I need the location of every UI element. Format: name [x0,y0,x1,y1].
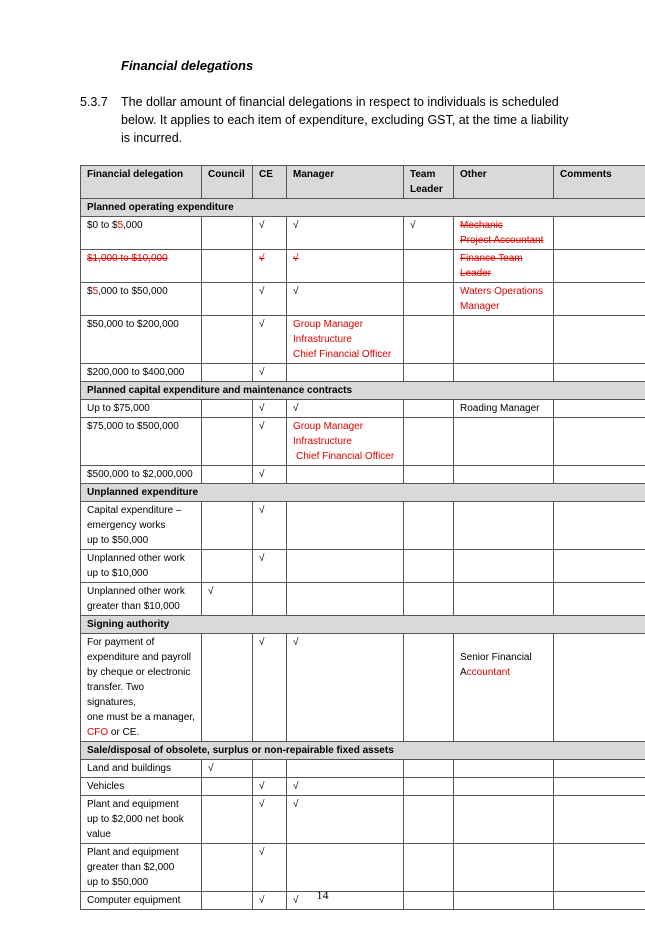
other-cell [454,316,554,364]
manager-cell [287,760,404,778]
other-cell [454,760,554,778]
table-row [81,316,645,364]
comments-cell [554,250,645,283]
ce-cell [253,583,287,616]
manager-cell: √ [287,778,404,796]
ce-cell: √ [253,283,287,316]
ce-cell: √ [253,796,287,844]
council-cell: √ [202,760,253,778]
council-cell [202,364,253,382]
table-row [81,550,645,583]
comments-cell [554,217,645,250]
table-row [81,250,645,283]
header-team-leader: Team Leader [404,166,454,199]
comments-cell [554,283,645,316]
comments-cell [554,364,645,382]
header-other: Other [454,166,554,199]
manager-cell: √ [287,796,404,844]
delegation-cell: $500,000 to $2,000,000 [81,466,202,484]
section-row [81,382,645,400]
table-row [81,400,645,418]
delegation-cell: Plant and equipment up to $2,000 net book value [81,796,202,844]
section-row [81,742,645,760]
comments-cell [554,400,645,418]
council-cell [202,418,253,466]
ce-cell: √ [253,466,287,484]
team-leader-cell [404,502,454,550]
header-council: Council [202,166,253,199]
manager-cell: √ [287,250,404,283]
comments-cell [554,418,645,466]
other-cell: Roading Manager [454,400,554,418]
manager-cell: √ [287,634,404,742]
page-number: 14 [316,888,329,902]
clause-number: 5.3.7 [80,95,108,109]
manager-cell: √ [287,400,404,418]
ce-cell: √ [253,892,287,910]
section-title-planned-capital: Planned capital expenditure and maintenance contracts [81,382,645,400]
other-cell [454,844,554,892]
manager-cell [287,502,404,550]
table-header-row [81,166,645,199]
header-manager: Manager [287,166,404,199]
team-leader-cell [404,634,454,742]
section-title-signing: Signing authority [81,616,645,634]
team-leader-cell [404,364,454,382]
council-cell [202,400,253,418]
council-cell [202,466,253,484]
delegation-cell: Vehicles [81,778,202,796]
other-cell: Mechanic Project Accountant [454,217,554,250]
header-comments: Comments [554,166,645,199]
manager-cell: √ [287,283,404,316]
comments-cell [554,502,645,550]
ce-cell: √ [253,400,287,418]
delegation-cell: $1,000 to $10,000 [81,250,202,283]
header-ce: CE [253,166,287,199]
table-row [81,364,645,382]
table-row [81,466,645,484]
delegation-cell: $75,000 to $500,000 [81,418,202,466]
other-cell [454,796,554,844]
ce-cell: √ [253,502,287,550]
clause-text: The dollar amount of financial delegations in respect to individuals is scheduled below. It applies to each item of expenditure, excluding GST, at the time a liability is incurred. [121,95,569,145]
council-cell [202,316,253,364]
council-cell [202,283,253,316]
table-row [81,844,645,892]
financial-delegations-table [80,165,645,910]
comments-cell [554,466,645,484]
manager-cell [287,583,404,616]
table-row [81,760,645,778]
delegation-cell: Up to $75,000 [81,400,202,418]
team-leader-cell: √ [404,217,454,250]
team-leader-cell [404,418,454,466]
table-row [81,796,645,844]
other-cell [454,502,554,550]
council-cell: √ [202,583,253,616]
other-cell [454,418,554,466]
comments-cell [554,844,645,892]
section-row [81,616,645,634]
council-cell [202,250,253,283]
council-cell [202,796,253,844]
comments-cell [554,796,645,844]
team-leader-cell [404,250,454,283]
council-cell [202,778,253,796]
team-leader-cell [404,550,454,583]
other-cell: Waters Operations Manager [454,283,554,316]
ce-cell: √ [253,844,287,892]
delegation-cell: Computer equipment [81,892,202,910]
comments-cell [554,583,645,616]
comments-cell [554,634,645,742]
delegation-cell: $200,000 to $400,000 [81,364,202,382]
ce-cell: √ [253,217,287,250]
team-leader-cell [404,466,454,484]
table-row [81,418,645,466]
other-cell: Finance Team Leader [454,250,554,283]
team-leader-cell [404,760,454,778]
section-heading: Financial delegations [121,58,254,73]
manager-cell [287,466,404,484]
table-row [81,583,645,616]
team-leader-cell [404,796,454,844]
comments-cell [554,316,645,364]
other-cell [454,550,554,583]
header-financial-delegation: Financial delegation [81,166,202,199]
delegation-cell: Unplanned other work up to $10,000 [81,550,202,583]
comments-cell [554,778,645,796]
other-cell [454,778,554,796]
section-row [81,484,645,502]
section-row [81,199,645,217]
manager-cell: √ [287,217,404,250]
team-leader-cell [404,400,454,418]
delegation-cell: Capital expenditure – emergency works up to $50,000 [81,502,202,550]
delegation-cell: $0 to $5,000 [81,217,202,250]
manager-cell [287,550,404,583]
table-row [81,217,645,250]
team-leader-cell [404,844,454,892]
ce-cell: √ [253,364,287,382]
manager-cell [287,364,404,382]
comments-cell [554,760,645,778]
ce-cell: √ [253,634,287,742]
manager-cell: Group Manager Infrastructure Chief Financial Officer [287,316,404,364]
manager-cell: Group Manager Infrastructure Chief Financial Officer [287,418,404,466]
delegation-cell: Unplanned other work greater than $10,000 [81,583,202,616]
ce-cell: √ [253,550,287,583]
delegation-cell: Land and buildings [81,760,202,778]
council-cell [202,502,253,550]
team-leader-cell [404,778,454,796]
council-cell [202,550,253,583]
delegation-cell: $50,000 to $200,000 [81,316,202,364]
delegation-cell: For payment of expenditure and payroll by cheque or electronic transfer. Two signatures, one must be a manager, CFO or CE. [81,634,202,742]
delegation-cell: Plant and equipment greater than $2,000 up to $50,000 [81,844,202,892]
manager-cell [287,844,404,892]
table-row [81,502,645,550]
other-cell [454,364,554,382]
ce-cell: √ [253,250,287,283]
council-cell [202,844,253,892]
other-cell: Senior Financial Accountant [454,634,554,742]
section-title-planned-operating: Planned operating expenditure [81,199,645,217]
section-title-unplanned: Unplanned expenditure [81,484,645,502]
ce-cell [253,760,287,778]
team-leader-cell [404,316,454,364]
table-row [81,778,645,796]
ce-cell: √ [253,418,287,466]
council-cell [202,217,253,250]
team-leader-cell [404,283,454,316]
ce-cell: √ [253,778,287,796]
table-row [81,634,645,742]
team-leader-cell [404,583,454,616]
council-cell [202,634,253,742]
delegation-cell: $5,000 to $50,000 [81,283,202,316]
ce-cell: √ [253,316,287,364]
section-title-sale-disposal: Sale/disposal of obsolete, surplus or non-repairable fixed assets [81,742,645,760]
other-cell [454,583,554,616]
comments-cell [554,550,645,583]
table-row [81,283,645,316]
other-cell [454,466,554,484]
manager-cell: √ [287,892,404,910]
